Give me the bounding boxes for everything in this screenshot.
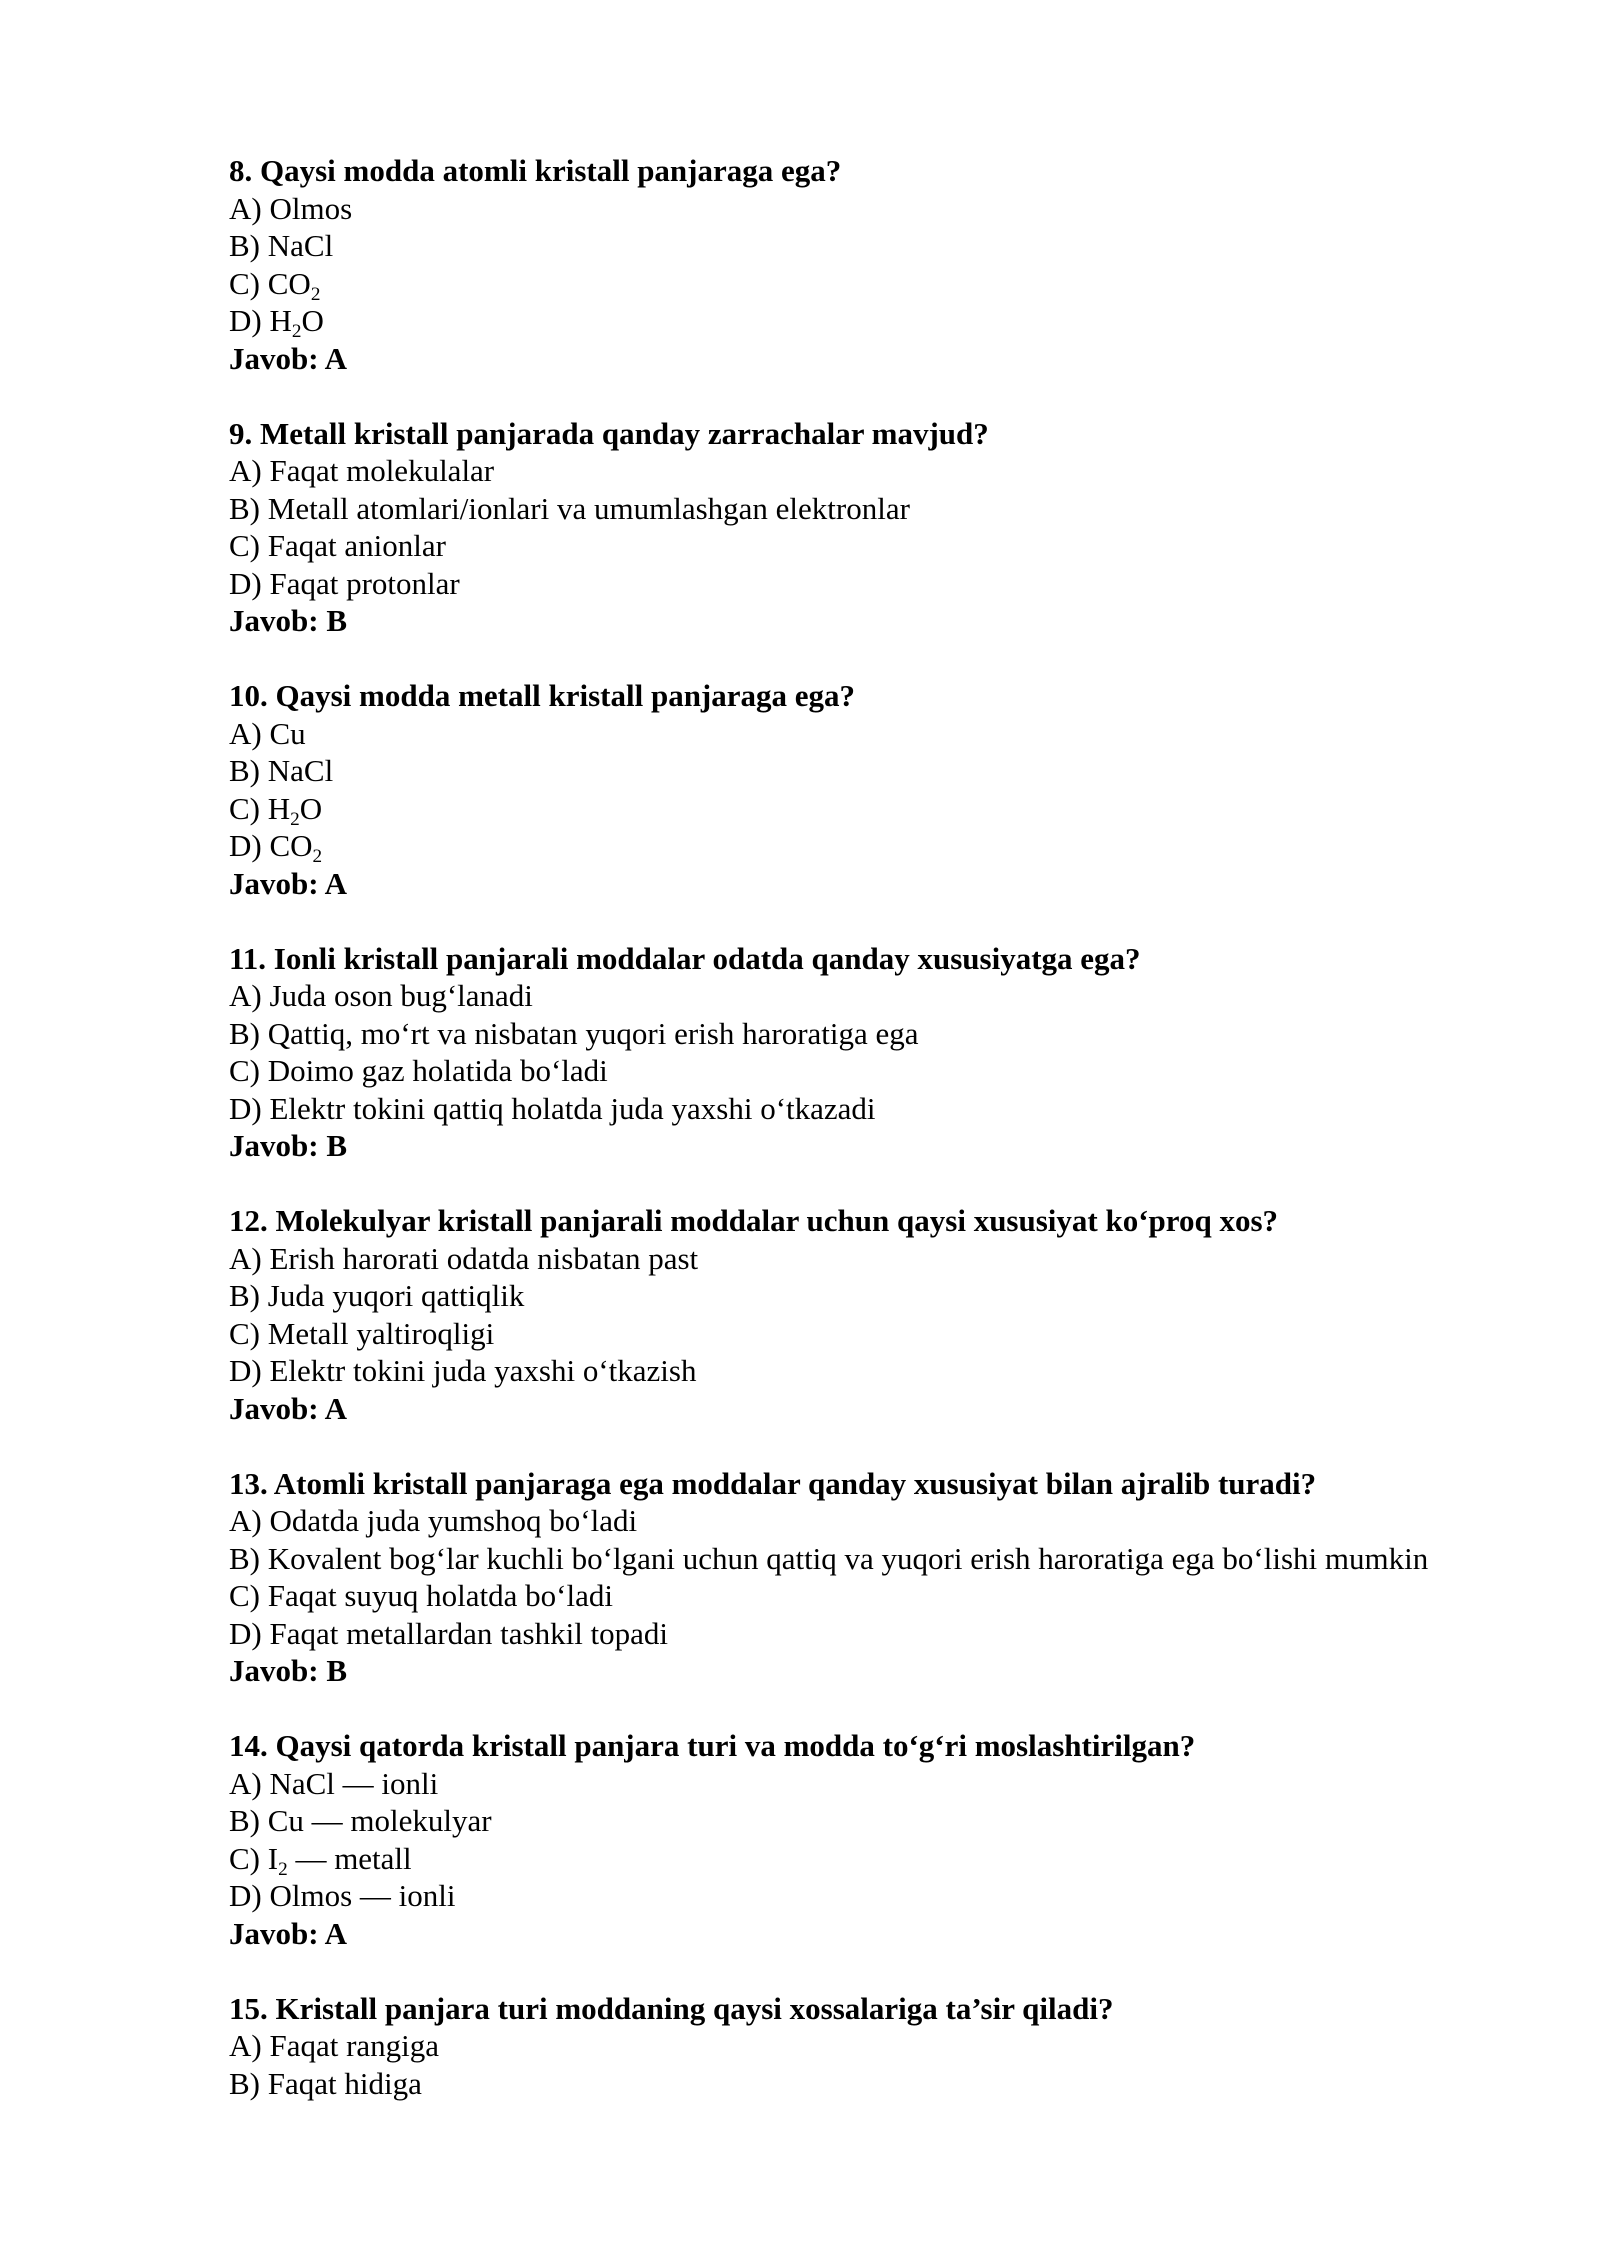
option-text: D) H [229, 303, 292, 338]
question-title: 14. Qaysi qatorda kristall panjara turi va modda to‘g‘ri moslashtirilgan? [229, 1728, 1196, 1763]
answer-option [229, 1502, 1529, 1540]
option-text: C) Metall yaltiroqligi [229, 1315, 495, 1351]
answer-key: Javob: B [229, 603, 347, 638]
answer-option [229, 1277, 1529, 1315]
answer-option [229, 1840, 1529, 1878]
option-text: B) Qattiq, mo‘rt va nisbatan yuqori erish haroratiga ega [229, 1015, 919, 1051]
question-title: 9. Metall kristall panjarada qanday zarrachalar mavjud? [229, 415, 989, 451]
answer-key: Javob: A [229, 1390, 347, 1426]
answer-key: Javob: A [229, 865, 347, 901]
answer-option [229, 1240, 1529, 1278]
option-text: C) H [229, 790, 291, 826]
option-text-suffix: O [299, 790, 323, 826]
option-text: C) Faqat suyuq holatda bo‘ladi [229, 1578, 613, 1613]
question-title: 10. Qaysi modda metall kristall panjaraga ega? [229, 678, 856, 713]
answer-option [229, 1615, 1529, 1653]
option-text: C) Faqat anionlar [229, 528, 446, 563]
option-text: B) Kovalent bog‘lar kuchli bo‘lgani uchun qattiq va yuqori erish haroratiga ega bo‘lishi mumkin [229, 1540, 1429, 1576]
answer-option [229, 490, 1529, 528]
answer-option [229, 1577, 1529, 1615]
answer-option [229, 1052, 1529, 1090]
answer-key: Javob: A [229, 340, 347, 376]
option-text: A) Odatda juda yumshoq bo‘ladi [229, 1503, 638, 1538]
question-block [229, 677, 1529, 902]
answer-option [229, 2065, 1529, 2103]
option-text: A) Faqat molekulalar [229, 453, 495, 488]
option-text: B) Cu — molekulyar [229, 1803, 492, 1838]
option-text: A) Cu [229, 715, 306, 751]
option-text: B) NaCl [229, 228, 334, 263]
answer-option [229, 977, 1529, 1015]
answer-option [229, 1765, 1529, 1803]
answer-option [229, 190, 1529, 228]
subscript: 2 [312, 846, 323, 868]
option-text: D) Faqat metallardan tashkil topadi [229, 1615, 669, 1651]
answer-option [229, 565, 1529, 603]
subscript: 2 [290, 808, 300, 830]
answer-key: Javob: B [229, 1653, 347, 1688]
option-text: D) CO [229, 828, 313, 863]
answer-option [229, 1315, 1529, 1353]
answer-option [229, 1090, 1529, 1128]
answer-option [229, 2027, 1529, 2065]
subscript: 2 [310, 283, 321, 305]
answer-option [229, 265, 1529, 303]
question-block [229, 940, 1529, 1165]
option-text: C) Doimo gaz holatida bo‘ladi [229, 1053, 608, 1088]
option-text-suffix: O [301, 303, 324, 338]
option-text: B) Juda yuqori qattiqlik [229, 1278, 525, 1313]
question-block [229, 415, 1529, 640]
option-text: A) Erish harorati odatda nisbatan past [229, 1240, 699, 1276]
option-text: A) NaCl — ionli [229, 1765, 439, 1801]
answer-option [229, 790, 1529, 828]
question-block [229, 1465, 1529, 1690]
question-title: 8. Qaysi modda atomli kristall panjaraga ega? [229, 153, 842, 188]
answer-option [229, 1352, 1529, 1390]
question-block [229, 1202, 1529, 1427]
answer-key: Javob: A [229, 1915, 347, 1951]
question-title: 13. Atomli kristall panjaraga ega moddalar qanday xususiyat bilan ajralib turadi? [229, 1465, 1317, 1501]
option-text: D) Elektr tokini qattiq holatda juda yaxshi o‘tkazadi [229, 1090, 876, 1126]
subscript: 2 [278, 1858, 288, 1880]
option-text: A) Olmos [229, 190, 353, 226]
option-text: D) Faqat protonlar [229, 565, 460, 601]
option-text: C) I [229, 1840, 279, 1876]
question-list [229, 152, 1529, 2140]
question-block [229, 1727, 1529, 1952]
option-text: B) NaCl [229, 753, 334, 788]
option-text: B) Metall atomlari/ionlari va umumlashgan elektronlar [229, 490, 910, 526]
question-title: 15. Kristall panjara turi moddaning qaysi xossalariga ta’sir qiladi? [229, 1990, 1114, 2026]
answer-option [229, 227, 1529, 265]
answer-option [229, 827, 1529, 868]
answer-option [229, 452, 1529, 490]
question-title: 11. Ionli kristall panjarali moddalar odatda qanday xususiyatga ega? [229, 940, 1141, 976]
option-text: A) Faqat rangiga [229, 2028, 440, 2063]
answer-option [229, 1877, 1529, 1915]
answer-option [229, 752, 1529, 790]
answer-option [229, 1802, 1529, 1840]
option-text-suffix: — metall [287, 1840, 412, 1876]
option-text: D) Elektr tokini juda yaxshi o‘tkazish [229, 1353, 697, 1388]
answer-option [229, 1540, 1529, 1578]
question-block [229, 1990, 1529, 2103]
option-text: B) Faqat hidiga [229, 2065, 422, 2101]
option-text: A) Juda oson bug‘lanadi [229, 978, 533, 1013]
answer-option [229, 527, 1529, 565]
subscript: 2 [291, 321, 302, 343]
question-block [229, 152, 1529, 377]
answer-key: Javob: B [229, 1128, 347, 1163]
option-text: C) CO [229, 265, 311, 301]
option-text: D) Olmos — ionli [229, 1878, 456, 1913]
answer-option [229, 302, 1529, 343]
question-title: 12. Molekulyar kristall panjarali moddalar uchun qaysi xususiyat ko‘proq xos? [229, 1203, 1279, 1238]
answer-option [229, 1015, 1529, 1053]
answer-option [229, 715, 1529, 753]
